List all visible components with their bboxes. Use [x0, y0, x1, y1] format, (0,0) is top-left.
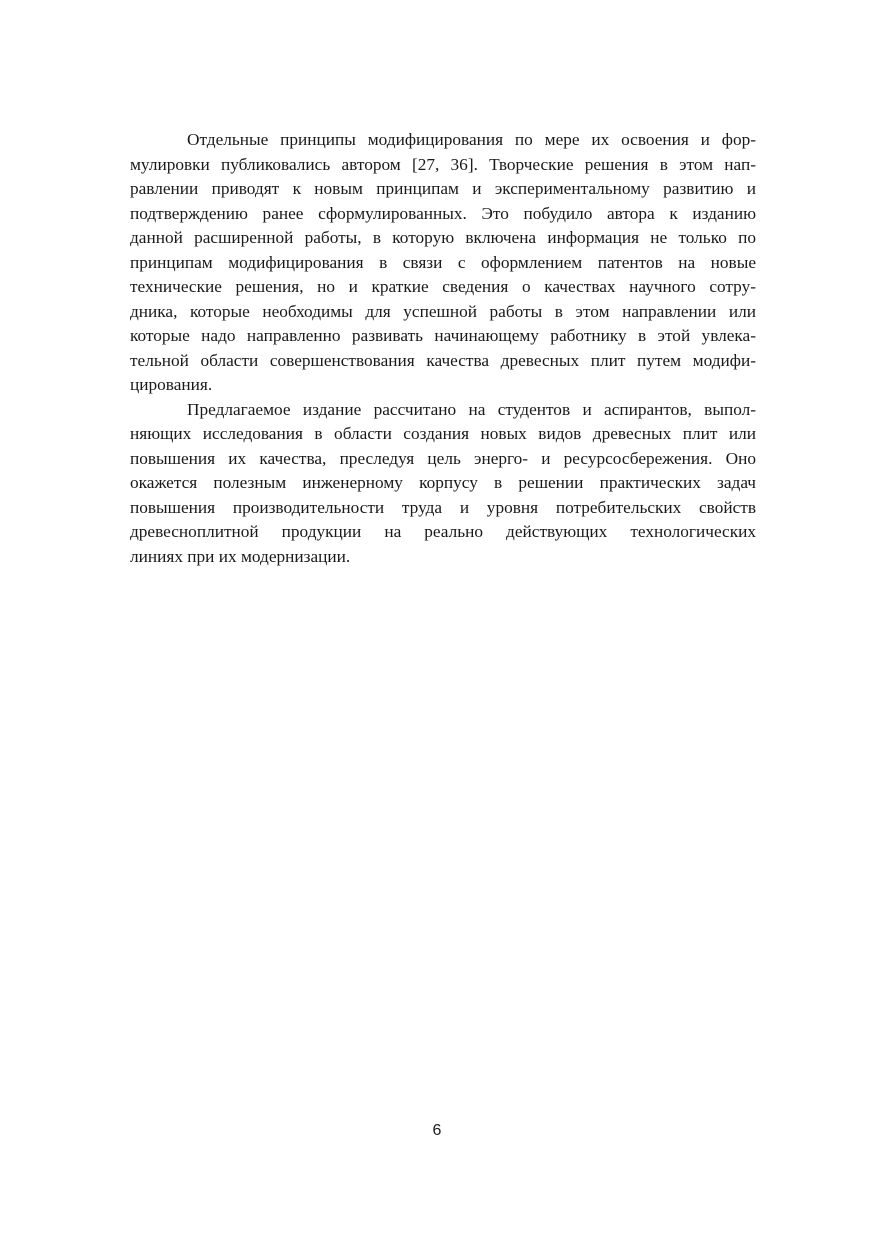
text-line: подтверждению ранее сформулированных. Это побудило автора к изданию — [130, 203, 756, 223]
paragraph-1 — [130, 128, 756, 398]
text-line: данной расширенной работы, в которую включена информация не только по — [130, 228, 756, 247]
paragraph-2 — [130, 398, 756, 570]
text-line: мулировки публиковались автором [27, 36]. Творческие решения в этом нап- — [130, 154, 756, 174]
text-line: принципам модифицирования в связи с оформлением патентов на новые — [130, 252, 756, 272]
text-line: тельной области совершенствования качества древесных плит путем модифи- — [130, 350, 756, 370]
page-number: 6 — [432, 1122, 442, 1139]
text-line: окажется полезным инженерному корпусу в решении практических задач — [130, 473, 756, 492]
text-line: технические решения, но и краткие сведения о качествах научного сотру- — [130, 277, 756, 296]
text-line: повышения производительности труда и уровня потребительских свойств — [130, 497, 756, 517]
text-line: равлении приводят к новым принципам и экспериментальному развитию и — [130, 179, 756, 198]
text-line: Отдельные принципы модифицирования по мере их освоения и фор- — [187, 130, 756, 149]
body-text — [130, 128, 756, 569]
text-line: дника, которые необходимы для успешной работы в этом направлении или — [130, 301, 756, 321]
text-line: повышения их качества, преследуя цель энерго- и ресурсосбережения. Оно — [130, 448, 756, 468]
text-line: которые надо направленно развивать начинающему работнику в этой увлека- — [130, 326, 756, 345]
text-line: няющих исследования в области создания новых видов древесных плит или — [130, 424, 756, 443]
text-line: древесноплитной продукции на реально действующих технологических — [130, 522, 756, 541]
text-line: Предлагаемое издание рассчитано на студентов и аспирантов, выпол- — [187, 399, 756, 419]
text-line: линиях при их модернизации. — [130, 546, 351, 566]
text-line: цирования. — [130, 375, 213, 394]
